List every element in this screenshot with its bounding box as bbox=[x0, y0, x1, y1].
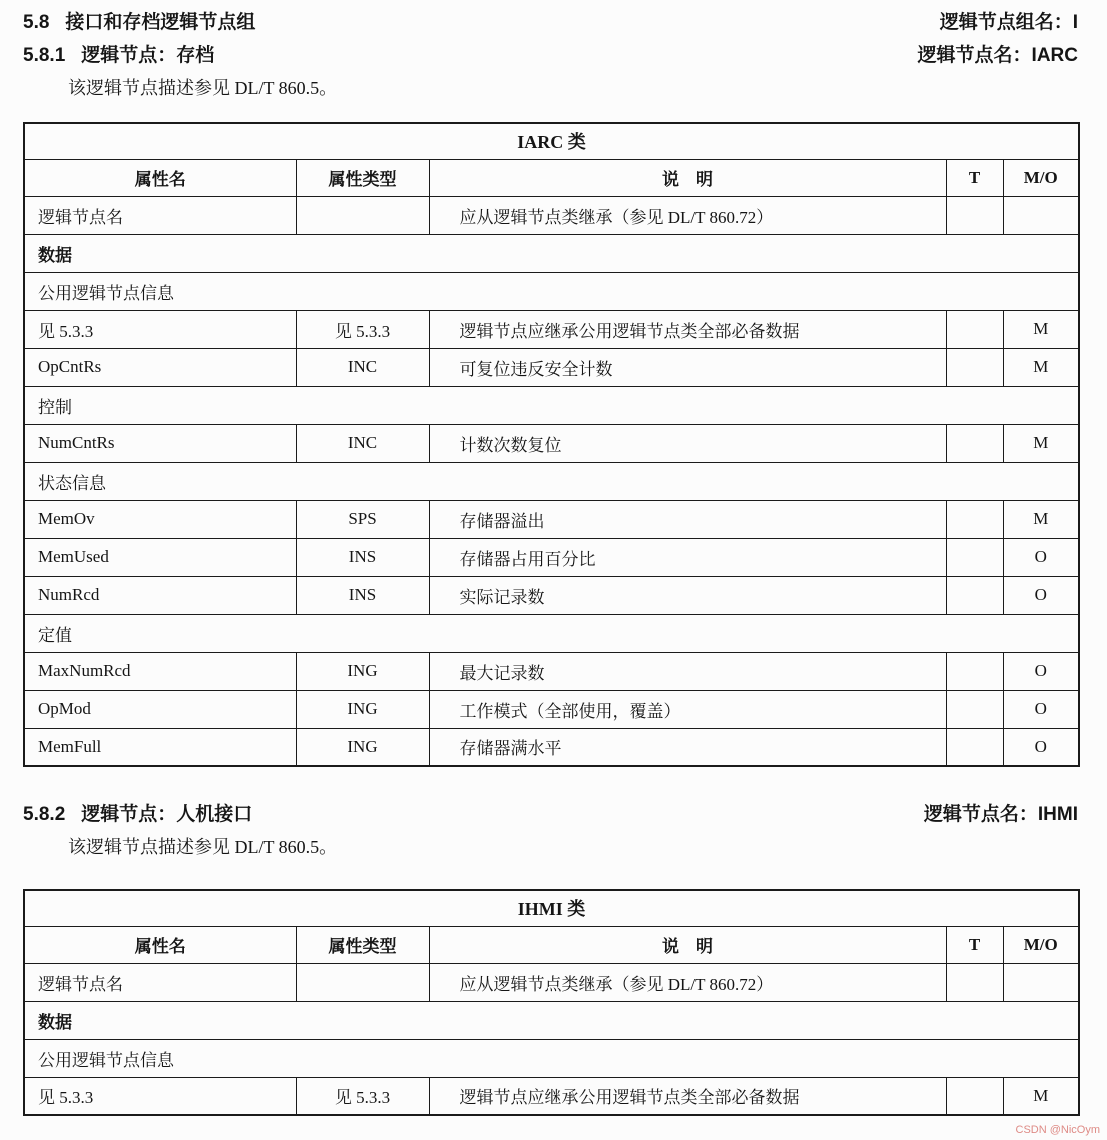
description-cell: 应从逻辑节点类继承（参见 DL/T 860.72） bbox=[429, 963, 946, 1001]
description-cell: 应从逻辑节点类继承（参见 DL/T 860.72） bbox=[429, 196, 946, 234]
table-title-row bbox=[24, 890, 1079, 926]
attr-type-cell: 见 5.3.3 bbox=[296, 310, 429, 348]
table-row bbox=[24, 196, 1079, 234]
t-cell bbox=[946, 963, 1003, 1001]
attr-name-cell: 逻辑节点名 bbox=[24, 963, 296, 1001]
attr-type-cell: INS bbox=[296, 576, 429, 614]
attr-type-cell bbox=[296, 963, 429, 1001]
section-row-label: 定值 bbox=[24, 614, 1079, 652]
description-cell: 工作模式（全部使用，覆盖） bbox=[429, 690, 946, 728]
description-cell: 逻辑节点应继承公用逻辑节点类全部必备数据 bbox=[429, 1077, 946, 1115]
mo-cell: M bbox=[1003, 1077, 1079, 1115]
attr-name-cell: OpMod bbox=[24, 690, 296, 728]
section-row-label: 状态信息 bbox=[24, 462, 1079, 500]
description-cell: 可复位违反安全计数 bbox=[429, 348, 946, 386]
column-header-attr-type: 属性类型 bbox=[296, 926, 429, 963]
watermark: CSDN @NicOym bbox=[1015, 1124, 1100, 1136]
description-cell: 逻辑节点应继承公用逻辑节点类全部必备数据 bbox=[429, 310, 946, 348]
attr-name-cell: MemOv bbox=[24, 500, 296, 538]
attr-type-cell: ING bbox=[296, 728, 429, 766]
mo-cell: M bbox=[1003, 348, 1079, 386]
description-paragraph: 该逻辑节点描述参见 DL/T 860.5。 bbox=[68, 78, 338, 98]
iarc-table bbox=[23, 122, 1080, 767]
mo-cell: O bbox=[1003, 728, 1079, 766]
section-row-status-info bbox=[24, 462, 1079, 500]
mo-cell: O bbox=[1003, 538, 1079, 576]
table-row bbox=[24, 652, 1079, 690]
section-row-common-info bbox=[24, 272, 1079, 310]
section-heading-5-8-2 bbox=[0, 803, 1107, 827]
section-row-label: 控制 bbox=[24, 386, 1079, 424]
table-title: IHMI 类 bbox=[24, 890, 1079, 926]
attr-name-cell: NumRcd bbox=[24, 576, 296, 614]
section-heading-left bbox=[23, 44, 214, 68]
table-row bbox=[24, 348, 1079, 386]
section-title: 逻辑节点：存档 bbox=[81, 45, 215, 66]
attr-name-cell: MemUsed bbox=[24, 538, 296, 576]
attr-name-cell: NumCntRs bbox=[24, 424, 296, 462]
t-cell bbox=[946, 500, 1003, 538]
section-title: 逻辑节点：人机接口 bbox=[81, 804, 253, 825]
attr-type-cell: ING bbox=[296, 690, 429, 728]
table-title-row bbox=[24, 123, 1079, 159]
attr-type-cell: INC bbox=[296, 348, 429, 386]
attr-type-cell: INS bbox=[296, 538, 429, 576]
section-row-data bbox=[24, 1001, 1079, 1039]
table-row bbox=[24, 500, 1079, 538]
logical-node-group-label: 逻辑节点组名：I bbox=[939, 12, 1078, 33]
attr-type-cell bbox=[296, 196, 429, 234]
t-cell bbox=[946, 652, 1003, 690]
section-row-label: 公用逻辑节点信息 bbox=[24, 272, 1079, 310]
attr-name-cell: 逻辑节点名 bbox=[24, 196, 296, 234]
description-cell: 实际记录数 bbox=[429, 576, 946, 614]
description-cell: 存储器满水平 bbox=[429, 728, 946, 766]
description-paragraph: 该逻辑节点描述参见 DL/T 860.5。 bbox=[68, 837, 338, 857]
attr-type-cell: 见 5.3.3 bbox=[296, 1077, 429, 1115]
mo-cell: M bbox=[1003, 424, 1079, 462]
table-row bbox=[24, 690, 1079, 728]
logical-node-name-label: 逻辑节点名：IARC bbox=[917, 45, 1078, 66]
section-row-settings bbox=[24, 614, 1079, 652]
section-number: 5.8.1 bbox=[23, 45, 66, 66]
description-cell: 存储器溢出 bbox=[429, 500, 946, 538]
table-title: IARC 类 bbox=[24, 123, 1079, 159]
attr-name-cell: 见 5.3.3 bbox=[24, 1077, 296, 1115]
attr-name-cell: 见 5.3.3 bbox=[24, 310, 296, 348]
t-cell bbox=[946, 728, 1003, 766]
mo-cell bbox=[1003, 196, 1079, 234]
section-heading-left bbox=[23, 803, 252, 827]
section-number: 5.8.2 bbox=[23, 804, 66, 825]
mo-cell bbox=[1003, 963, 1079, 1001]
attr-type-cell: ING bbox=[296, 652, 429, 690]
t-cell bbox=[946, 690, 1003, 728]
column-header-attr-type: 属性类型 bbox=[296, 159, 429, 196]
section-row-label: 公用逻辑节点信息 bbox=[24, 1039, 1079, 1077]
section-row-label: 数据 bbox=[24, 234, 1079, 272]
t-cell bbox=[946, 348, 1003, 386]
mo-cell: M bbox=[1003, 310, 1079, 348]
table-row bbox=[24, 310, 1079, 348]
column-header-attr-name: 属性名 bbox=[24, 159, 296, 196]
mo-cell: O bbox=[1003, 652, 1079, 690]
section-number: 5.8 bbox=[23, 12, 50, 33]
description-cell: 最大记录数 bbox=[429, 652, 946, 690]
section-row-control bbox=[24, 386, 1079, 424]
table-row bbox=[24, 424, 1079, 462]
table-row bbox=[24, 576, 1079, 614]
column-header-mo: M/O bbox=[1003, 159, 1079, 196]
table-row bbox=[24, 963, 1079, 1001]
description-cell: 存储器占用百分比 bbox=[429, 538, 946, 576]
t-cell bbox=[946, 196, 1003, 234]
section-heading-5-8 bbox=[0, 0, 1107, 35]
column-header-mo: M/O bbox=[1003, 926, 1079, 963]
section-title: 接口和存档逻辑节点组 bbox=[65, 12, 256, 33]
column-header-description: 说 明 bbox=[429, 926, 946, 963]
section-row-data bbox=[24, 234, 1079, 272]
table-row bbox=[24, 728, 1079, 766]
ihmi-table bbox=[23, 889, 1080, 1116]
section-row-label: 数据 bbox=[24, 1001, 1079, 1039]
t-cell bbox=[946, 576, 1003, 614]
t-cell bbox=[946, 538, 1003, 576]
t-cell bbox=[946, 424, 1003, 462]
table-header-row bbox=[24, 159, 1079, 196]
mo-cell: O bbox=[1003, 690, 1079, 728]
section-heading-left bbox=[23, 11, 255, 35]
column-header-t: T bbox=[946, 926, 1003, 963]
t-cell bbox=[946, 310, 1003, 348]
attr-name-cell: MemFull bbox=[24, 728, 296, 766]
table-header-row bbox=[24, 926, 1079, 963]
attr-name-cell: MaxNumRcd bbox=[24, 652, 296, 690]
attr-type-cell: INC bbox=[296, 424, 429, 462]
column-header-t: T bbox=[946, 159, 1003, 196]
attr-type-cell: SPS bbox=[296, 500, 429, 538]
section-row-common-info bbox=[24, 1039, 1079, 1077]
attr-name-cell: OpCntRs bbox=[24, 348, 296, 386]
description-cell: 计数次数复位 bbox=[429, 424, 946, 462]
column-header-description: 说 明 bbox=[429, 159, 946, 196]
section-heading-5-8-1 bbox=[0, 44, 1107, 68]
column-header-attr-name: 属性名 bbox=[24, 926, 296, 963]
table-row bbox=[24, 538, 1079, 576]
mo-cell: O bbox=[1003, 576, 1079, 614]
table-row bbox=[24, 1077, 1079, 1115]
logical-node-name-label: 逻辑节点名：IHMI bbox=[923, 804, 1078, 825]
mo-cell: M bbox=[1003, 500, 1079, 538]
t-cell bbox=[946, 1077, 1003, 1115]
